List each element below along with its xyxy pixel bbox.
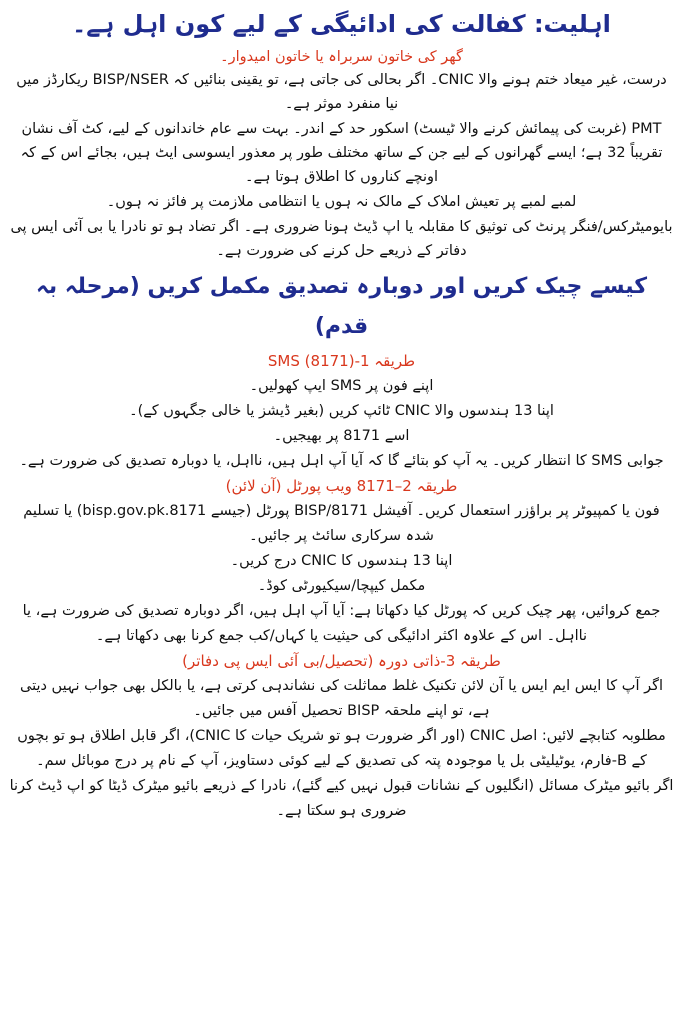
method-3-heading: طریقہ 3-ذاتی دورہ (تحصیل/بی آئی ایس پی دفاتر) (182, 652, 501, 670)
eligibility-title: اہلیت: کفالت کی ادائیگی کے لیے کون اہل ہے۔ (72, 10, 611, 38)
method-2-step: فون یا کمپیوٹر پر براؤزر استعمال کریں۔ آفیشل BISP/8171 پورٹل (جیسے bisp.gov.pk.8171) یا تسلیم شدہ سرکاری سائٹ پر جائیں۔ (23, 503, 660, 544)
method-1-step: جوابی SMS کا انتظار کریں۔ یہ آپ کو بتائے گا کہ آیا آپ اہل ہیں، نااہل، یا دوبارہ تصدیق کی ضرورت ہے۔ (19, 453, 664, 469)
method-1-step: اپنا 13 ہندسوں والا CNIC ٹائپ کریں (بغیر ڈیشز یا خالی جگہوں کے)۔ (129, 403, 554, 419)
method-2-step: جمع کروائیں، پھر چیک کریں کہ پورٹل کیا دکھاتا ہے: آیا آپ اہل ہیں، اگر دوبارہ تصدیق کی ضرورت ہے، یا نااہل۔ اس کے علاوہ اکثر ادائیگی کی حیثیت یا کہاں/کب جمع کرنا بھی دکھاتا ہے۔ (22, 603, 661, 644)
howto-title: کیسے چیک کریں اور دوبارہ تصدیق مکمل کریں (مرحلہ بہ قدم) (35, 274, 648, 339)
method-1-step: اسے 8171 پر بھیجیں۔ (273, 428, 410, 444)
method-1-step: اپنے فون پر SMS ایپ کھولیں۔ (249, 378, 434, 394)
method-2-step: اپنا 13 ہندسوں کا CNIC درج کریں۔ (230, 553, 453, 569)
eligibility-subtitle: گھر کی خاتون سربراہ یا خاتون امیدوار۔ (220, 49, 463, 65)
method-3-step: مطلوبہ کتابچے لائیں: اصل CNIC (اور اگر ضرورت ہو تو شریک حیات کا CNIC)، اگر قابل اطلاق ہو تو بچوں کے B-فارم، یوٹیلیٹی بل یا موجودہ پتہ کی تصدیق کے لیے کوئی دستاویز، آپ کے نام پر درج موبائل سم۔ (17, 728, 666, 769)
method-2-step: مکمل کیپچا/سیکیورٹی کوڈ۔ (257, 578, 426, 594)
method-2-heading: طریقہ 2–8171 ویب پورٹل (آن لائن) (225, 477, 458, 495)
eligibility-paragraph-property: لمبے لمبے پر تعیش املاک کے مالک نہ ہوں یا انتظامی ملازمت پر فائز نہ ہوں۔ (106, 194, 577, 210)
eligibility-paragraph-pmt: PMT (غربت کی پیمائش کرنے والا ٹیسٹ) اسکور حد کے اندر۔ بہت سے عام خاندانوں کے لیے، کٹ آف نشان تقریباً 32 ہے؛ ایسے گھرانوں کے لیے جن کے ساتھ مختلف طور پر معذور ایسوسی ایٹ ہیں، بجائے اس کے کہ اونچے کناروں کا اطلاق ہوتا ہے۔ (20, 121, 663, 185)
method-1-heading: طریقہ 1-(8171) SMS (267, 352, 416, 370)
method-3-step: اگر آپ کا ایس ایم ایس یا آن لائن تکنیک غلط مماثلت کی نشاندہی کرتی ہے، یا بالکل بھی جواب نہیں دیتی ہے، تو اپنے ملحقہ BISP تحصیل آفس میں جائیں۔ (19, 678, 664, 719)
eligibility-paragraph-cnic: درست، غیر میعاد ختم ہونے والا CNIC۔ اگر بحالی کی جاتی ہے، تو یقینی بنائیں کہ BISP/NSER ریکارڈز میں نیا منفرد موثر ہے۔ (16, 72, 667, 112)
method-3-step: اگر بائیو میٹرک مسائل (انگلیوں کے نشانات قبول نہیں کیے گئے)، نادرا کے ذریعے بائیو میٹرک ڈیٹا کو اپ ڈیٹ کرنا ضروری ہو سکتا ہے۔ (9, 778, 674, 819)
eligibility-paragraph-biometrics: بایومیٹرکس/فنگر پرنٹ کی توثیق کا مقابلہ یا اپ ڈیٹ ہونا ضروری ہے۔ اگر تضاد ہو تو نادرا یا بی آئی ایس پی دفاتر کے ذریعے حل کرنے کی ضرورت ہے۔ (10, 219, 673, 259)
